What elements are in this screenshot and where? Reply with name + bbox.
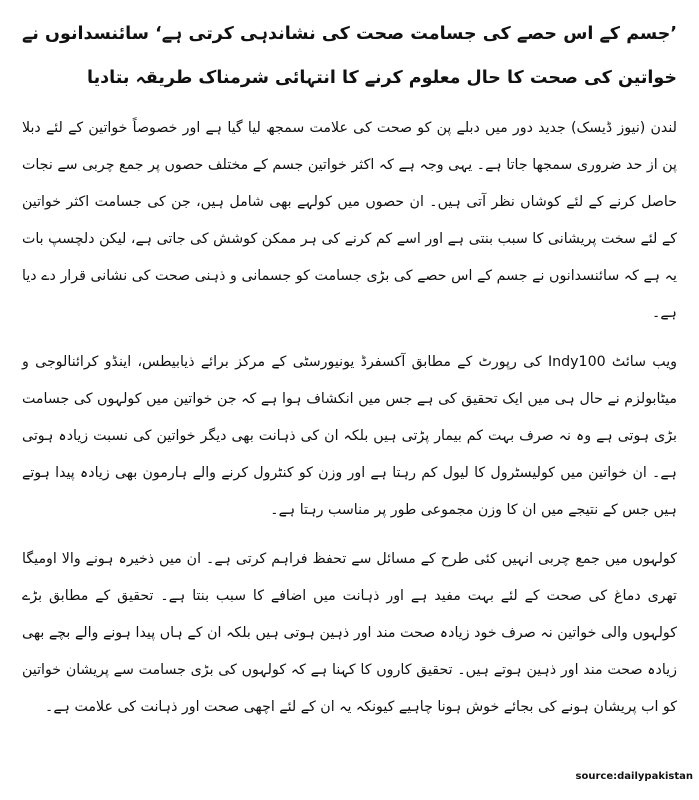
article <box>22 0 677 800</box>
headline: ’جسم کے اس حصے کی جسامت صحت کی نشاندہی کرتی ہے‘ سائنسدانوں نے خواتین کی صحت کا حال معلوم کرنے کا انتہائی شرمناک طریقہ بتادیا <box>22 24 677 88</box>
article-body <box>22 110 677 726</box>
paragraph-research: ویب سائٹ Indy100 کی رپورٹ کے مطابق آکسفرڈ یونیورسٹی کے مرکز برائے ذیابیطس، اینڈو کرائنالوجی و میٹابولزم نے حال ہی میں ایک تحقیق کی ہے جس میں انکشاف ہوا ہے کہ جن خواتین میں کولہوں کی جسامت بڑی ہوتی ہے وہ نہ صرف بہت کم بیمار پڑتی ہیں بلکہ ان کی ذہانت بھی دیگر خواتین کی نسبت زیادہ ہوتی ہے۔ ان خواتین میں کولیسٹرول کا لیول کم رہتا ہے اور وزن کو کنٹرول کرنے والے ہارمون بھی زیادہ پیدا ہوتے ہیں جس کے نتیجے میں ان کا وزن مجموعی طور پر مناسب رہتا ہے۔ <box>22 354 677 518</box>
source-credit: source:dailypakistan <box>575 771 693 782</box>
paragraph-intro: لندن (نیوز ڈیسک) جدید دور میں دبلے پن کو صحت کی علامت سمجھ لیا گیا ہے اور خصوصاً خواتین کے لئے دبلا پن از حد ضروری سمجھا جاتا ہے۔ یہی وجہ ہے کہ اکثر خواتین جسم کے مختلف حصوں پر جمع چربی سے نجات حاصل کرنے کے لئے کوشاں نظر آتی ہیں۔ ان حصوں میں کولہے بھی شامل ہیں، جن کی جسامت اکثر خواتین کے لئے سخت پریشانی کا سبب بنتی ہے اور اسے کم کرنے کی ہر ممکن کوشش کی جاتی ہے، لیکن دلچسپ بات یہ ہے کہ سائنسدانوں نے جسم کے اس حصے کی بڑی جسامت کو جسمانی و ذہنی صحت کی نشانی قرار دے دیا ہے۔ <box>22 120 677 321</box>
paragraph-conclusion: کولہوں میں جمع چربی انہیں کئی طرح کے مسائل سے تحفظ فراہم کرتی ہے۔ ان میں ذخیرہ ہونے والا اومیگا تھری دماغ کی صحت کے لئے بہت مفید ہے اور ذہانت میں اضافے کا سبب بنتا ہے۔ تحقیق کے مطابق بڑے کولہوں والی خواتین نہ صرف خود زیادہ صحت مند اور ذہین ہوتی ہیں بلکہ ان کے ہاں پیدا ہونے والے بچے بھی زیادہ صحت مند اور ذہین ہوتے ہیں۔ تحقیق کاروں کا کہنا ہے کہ کولہوں کی بڑی جسامت سے پریشان خواتین کو اب پریشان ہونے کی بجائے خوش ہونا چاہیے کیونکہ یہ ان کے لئے اچھی صحت اور ذہانت کی علامت ہے۔ <box>22 551 677 715</box>
